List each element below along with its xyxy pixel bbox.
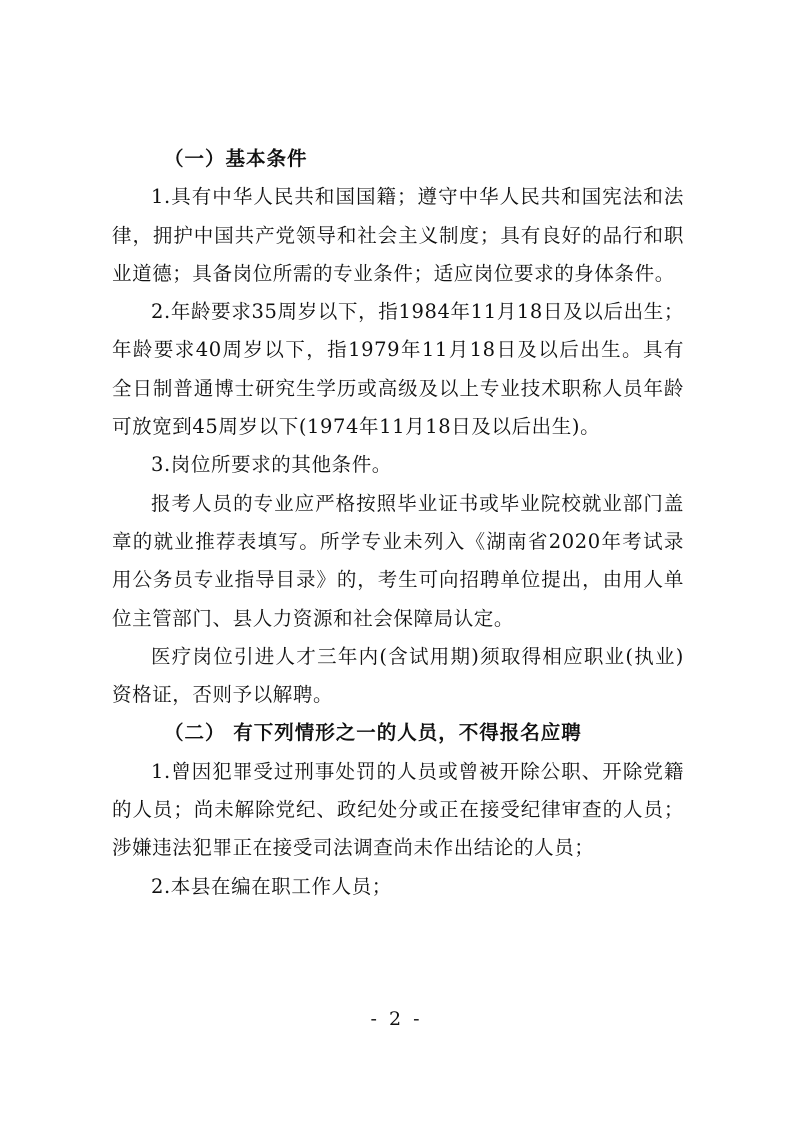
- section-heading-basic-conditions: （一）基本条件: [164, 147, 308, 170]
- paragraph-criminal-record: 1.曾因犯罪受过刑事处罚的人员或曾被开除公职、开除党籍的人员；尚未解除党纪、政纪处分或正在接受纪律审查的人员；涉嫌违法犯罪正在接受司法调查尚未作出结论的人员；: [112, 759, 684, 860]
- paragraph-local-staff: 2.本县在编在职工作人员；: [151, 874, 392, 898]
- document-body: [112, 140, 684, 906]
- page-number: - 2 -: [370, 1008, 423, 1030]
- section-heading-ineligible: （二） 有下列情形之一的人员，不得报名应聘: [164, 721, 582, 745]
- paragraph-medical-qualification: 医疗岗位引进人才三年内(含试用期)须取得相应职业(执业)资格证，否则予以解聘。: [112, 644, 684, 707]
- paragraph-other-conditions: 3.岗位所要求的其他条件。: [151, 453, 392, 477]
- paragraph-major-rules: 报考人员的专业应严格按照毕业证书或毕业院校就业部门盖章的就业推荐表填写。所学专业未列入《湖南省2020年考试录用公务员专业指导目录》的，考生可向招聘单位提出，由用人单位主管部门、县人力资源和社会保障局认定。: [112, 491, 684, 630]
- paragraph-nationality: 1.具有中华人民共和国国籍；遵守中华人民共和国宪法和法律，拥护中国共产党领导和社会主义制度；具有良好的品行和职业道德；具备岗位所需的专业条件；适应岗位要求的身体条件。: [112, 185, 684, 285]
- paragraph-age-requirement: 2.年龄要求35周岁以下，指1984年11月18日及以后出生；年龄要求40周岁以下，指1979年11月18日及以后出生。具有全日制普通博士研究生学历或高级及以上专业技术职称人员年龄可放宽到45周岁以下(1974年11月18日及以后出生)。: [112, 300, 684, 439]
